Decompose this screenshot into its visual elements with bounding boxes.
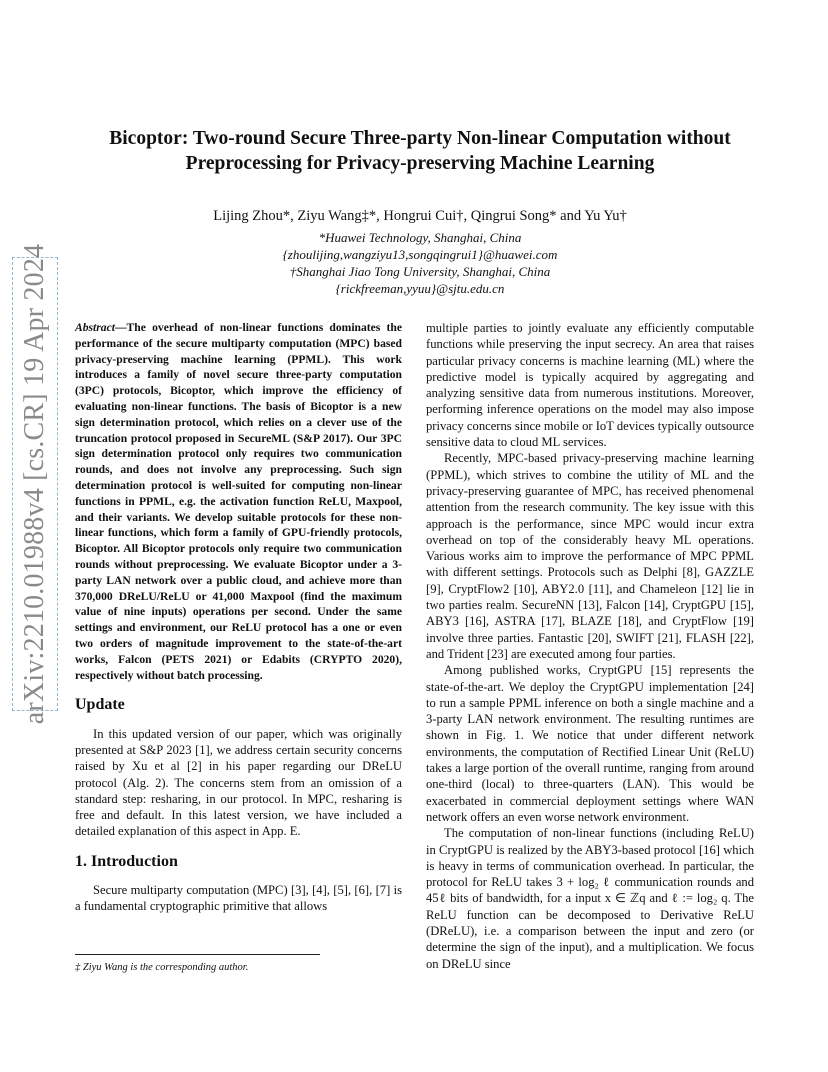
intro-paragraph-1: multiple parties to jointly evaluate any efficiently computable functions while preserving the input secrecy. An area that raises particular privacy concerns is machine learning (ML) where the predictive model is typically acquired by aggregating and analyzing sensitive data from numerous institutions. Moreover, performing inference operations on the model may also impose privacy concerns since mobile or IoT devices typically outsource sensitive data to cloud ML services.	[426, 321, 754, 450]
right-column	[426, 320, 754, 972]
intro-paragraph-3: Among published works, CryptGPU [15] represents the state-of-the-art. We deploy the CryptGPU implementation [24] to run a sample PPML inference on both a single machine and a 3-party LAN network environment. The resulting runtimes are shown in Fig. 1. We notice that under different network environments, the computation of Rectified Linear Unit (ReLU) takes a large portion of the overall runtime, ranging from around one-third (local) to three-quarters (LAN). This would be exacerbated in commercial deployment settings where WAN network offers an even worse network environment.	[426, 663, 754, 824]
intro-paragraph: Secure multiparty computation (MPC) [3], [4], [5], [6], [7] is a fundamental cryptographic primitive that allows	[75, 883, 402, 914]
intro-paragraph-2: Recently, MPC-based privacy-preserving machine learning (PPML), which strives to combine the utility of ML and the privacy-preserving guarantee of MPC, has received phenomenal attention from the research community. The key issue with this approach is the performance, since MPC would incur extra overhead on top of the considerably heavy ML operations. Various works aim to improve the performance of MPC PPML with different settings. Protocols such as Delphi [8], GAZZLE [9], CryptFlow2 [10], ABY2.0 [11], and Chameleon [12] lie in two parties realm. SecureNN [13], Falcon [14], CryptGPU [15], ABY3 [16], ASTRA [17], BLAZE [18], and CryptFlow [19] involve three parties. Fantastic [20], SWIFT [21], FLASH [22], and Trident [23] are executed among four parties.	[426, 451, 754, 661]
abstract-label: Abstract	[75, 321, 115, 334]
author-list	[90, 208, 750, 225]
arxiv-stamp	[13, 243, 57, 725]
title-line-2: Preprocessing for Privacy-preserving Machine Learning	[185, 153, 655, 174]
title-line-1: Bicoptor: Two-round Secure Three-party Non-linear Computation without	[109, 128, 731, 149]
author-names: Lijing Zhou*, Ziyu Wang‡*, Hongrui Cui†, Qingrui Song* and Yu Yu†	[213, 208, 627, 224]
affiliation-1: *Huawei Technology, Shanghai, China	[318, 230, 522, 245]
footnote-divider	[75, 954, 320, 955]
abstract-text: —The overhead of non-linear functions dominates the performance of the secure multiparty computation (MPC) based privacy-preserving machine learning (PPML). This work introduces a family of novel secure three-party computation (3PC) protocols, Bicoptor, which improve the efficiency of evaluating non-linear functions. The basis of Bicoptor is a new sign determination protocol, which relies on a clever use of the truncation protocol proposed in SecureML (S&P 2017). Our 3PC sign determination protocol only requires two communication rounds, and does not involve any preprocessing. Such sign determination protocol is well-suited for computing non-linear functions in PPML, e.g. the activation function ReLU, Maxpool, and their variants. We develop suitable protocols for these non-linear functions, which form a family of GPU-friendly protocols, Bicoptor. All Bicoptor protocols only require two communication rounds without preprocessing. We evaluate Bicoptor under a 3-party LAN network over a public cloud, and achieve more than 370,000 DReLU/ReLU or 41,000 Maxpool (find the maximum value of nine inputs) operations per second. Under the same settings and environment, our ReLU protocol has a one or even two orders of magnitude improvement to the state-of-the-art works, Falcon (PETS 2021) or Edabits (CRYPTO 2020), respectively without batch processing.	[75, 321, 402, 682]
footnote: ‡ Ziyu Wang is the corresponding author.	[75, 962, 249, 973]
email-1: {zhoulijing,wangziyu13,songqingrui1}@huawei.com	[282, 247, 558, 262]
introduction-heading: 1. Introduction	[75, 852, 178, 870]
intro-paragraph-4: The computation of non-linear functions (including ReLU) in CryptGPU is realized by the ABY3-based protocol [16] which is heavy in terms of communication overhead. In particular, the protocol for ReLU takes 3 + log₂ ℓ communication rounds and 45ℓ bits of bandwidth, for a input x ∈ ℤq and ℓ := log₂ q. The ReLU function can be decomposed to Derivative ReLU (DReLU), i.e. a comparison between the input and zero (or determine the sign of the input), and a multiplication. We focus on DReLU since	[426, 826, 754, 971]
update-heading: Update	[75, 696, 125, 714]
paper-title	[90, 126, 750, 176]
left-column	[75, 320, 402, 915]
affiliation-2: †Shanghai Jiao Tong University, Shanghai, China	[289, 264, 551, 279]
email-2: {rickfreeman,yyuu}@sjtu.edu.cn	[335, 281, 505, 296]
abstract	[75, 320, 402, 683]
update-paragraph: In this updated version of our paper, which was originally presented at S&P 2023 [1], we address certain security concerns raised by Xu et al [2] in his paper regarding our DReLU protocol (Alg. 2). The concerns stem from an omission of a standard step: resharing, in our protocol. In MPC, resharing is free and default. In this latest version, we have included a detailed explanation of this aspect in App. E.	[75, 726, 402, 839]
arxiv-identifier: arXiv:2210.01988v4 [cs.CR] 19 Apr 2024	[19, 243, 50, 725]
